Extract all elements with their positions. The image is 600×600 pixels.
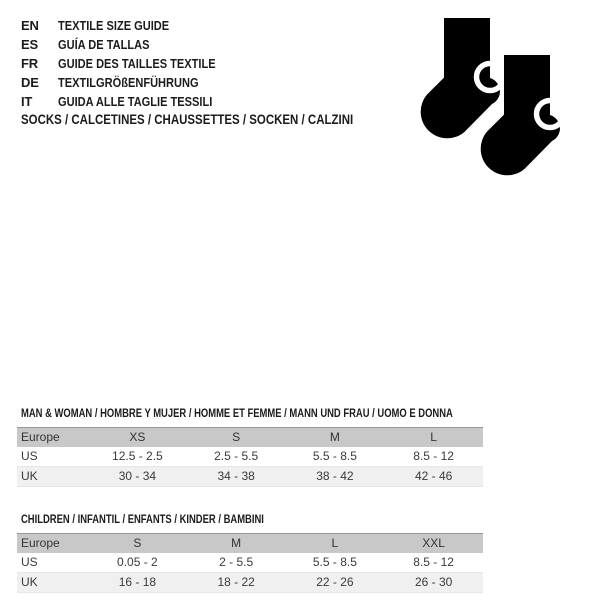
- row-label: UK: [21, 575, 38, 589]
- size-cell: 8.5 - 12: [413, 449, 454, 463]
- language-list: [21, 16, 243, 111]
- size-cell: 38 - 42: [316, 469, 354, 483]
- size-cell: 22 - 26: [316, 575, 354, 589]
- language-code: ES: [21, 37, 38, 52]
- language-label: TEXTILGRÖßENFÜHRUNG: [58, 75, 199, 90]
- header-cell-size: M: [329, 430, 340, 444]
- language-code: EN: [21, 18, 39, 33]
- category-line: [21, 110, 412, 129]
- header-cell-size: L: [430, 430, 437, 444]
- language-label: GUIDA ALLE TAGLIE TESSILI: [58, 94, 213, 109]
- size-cell: 34 - 38: [217, 469, 255, 483]
- language-code: FR: [21, 56, 38, 71]
- header-cell-size: M: [231, 536, 242, 550]
- size-cell: 0.05 - 2: [117, 555, 158, 569]
- language-row-es: [21, 35, 243, 54]
- sock-left: [421, 18, 504, 138]
- size-cell: 18 - 22: [217, 575, 255, 589]
- size-cell: 2.5 - 5.5: [214, 449, 259, 463]
- table-title-children: [21, 513, 317, 527]
- table-row-uk: [17, 573, 483, 593]
- size-cell: 12.5 - 2.5: [112, 449, 163, 463]
- socks-icon: [396, 6, 596, 196]
- language-row-fr: [21, 54, 243, 73]
- size-cell: 8.5 - 12: [413, 555, 454, 569]
- header-cell-size: XS: [129, 430, 146, 444]
- sock-right: [481, 55, 564, 175]
- table-row-us: [17, 553, 483, 573]
- language-row-it: [21, 92, 243, 111]
- size-cell: 30 - 34: [118, 469, 157, 483]
- category-line-text: SOCKS / CALCETINES / CHAUSSETTES / SOCKEN / CALZINI: [21, 112, 354, 127]
- size-table-children: [17, 533, 483, 593]
- row-label: UK: [21, 469, 38, 483]
- language-label: GUÍA DE TALLAS: [58, 37, 150, 52]
- size-cell: 5.5 - 8.5: [312, 449, 357, 463]
- header-cell-region: Europe: [21, 430, 60, 444]
- header-cell-size: XXL: [422, 536, 445, 550]
- table-row-uk: [17, 467, 483, 487]
- size-cell: 26 - 30: [414, 575, 453, 589]
- header-cell-size: S: [232, 430, 241, 444]
- header-cell-size: L: [331, 536, 339, 550]
- row-label: US: [21, 555, 38, 569]
- size-cell: 5.5 - 8.5: [312, 555, 357, 569]
- language-row-en: [21, 16, 243, 35]
- table-title-text: MAN & WOMAN / HOMBRE Y MUJER / HOMME ET FEMME / MANN UND FRAU / UOMO E DONNA: [21, 408, 453, 420]
- header-cell-size: S: [133, 536, 142, 550]
- table-row-us: [17, 447, 483, 467]
- size-table-man-woman: [17, 427, 483, 487]
- language-label: GUIDE DES TAILLES TEXTILE: [58, 56, 216, 71]
- row-label: US: [21, 449, 38, 463]
- size-cell: 16 - 18: [118, 575, 157, 589]
- language-code: DE: [21, 75, 39, 90]
- header-cell-region: Europe: [21, 536, 60, 550]
- language-label: TEXTILE SIZE GUIDE: [58, 18, 170, 33]
- language-code: IT: [21, 94, 33, 109]
- table-header-row: [17, 427, 483, 447]
- size-cell: 2 - 5.5: [219, 555, 254, 569]
- table-header-row: [17, 533, 483, 553]
- table-title-man-woman: [21, 407, 548, 421]
- language-row-de: [21, 73, 243, 92]
- size-cell: 42 - 46: [414, 469, 453, 483]
- table-title-text: CHILDREN / INFANTIL / ENFANTS / KINDER / BAMBINI: [21, 514, 264, 526]
